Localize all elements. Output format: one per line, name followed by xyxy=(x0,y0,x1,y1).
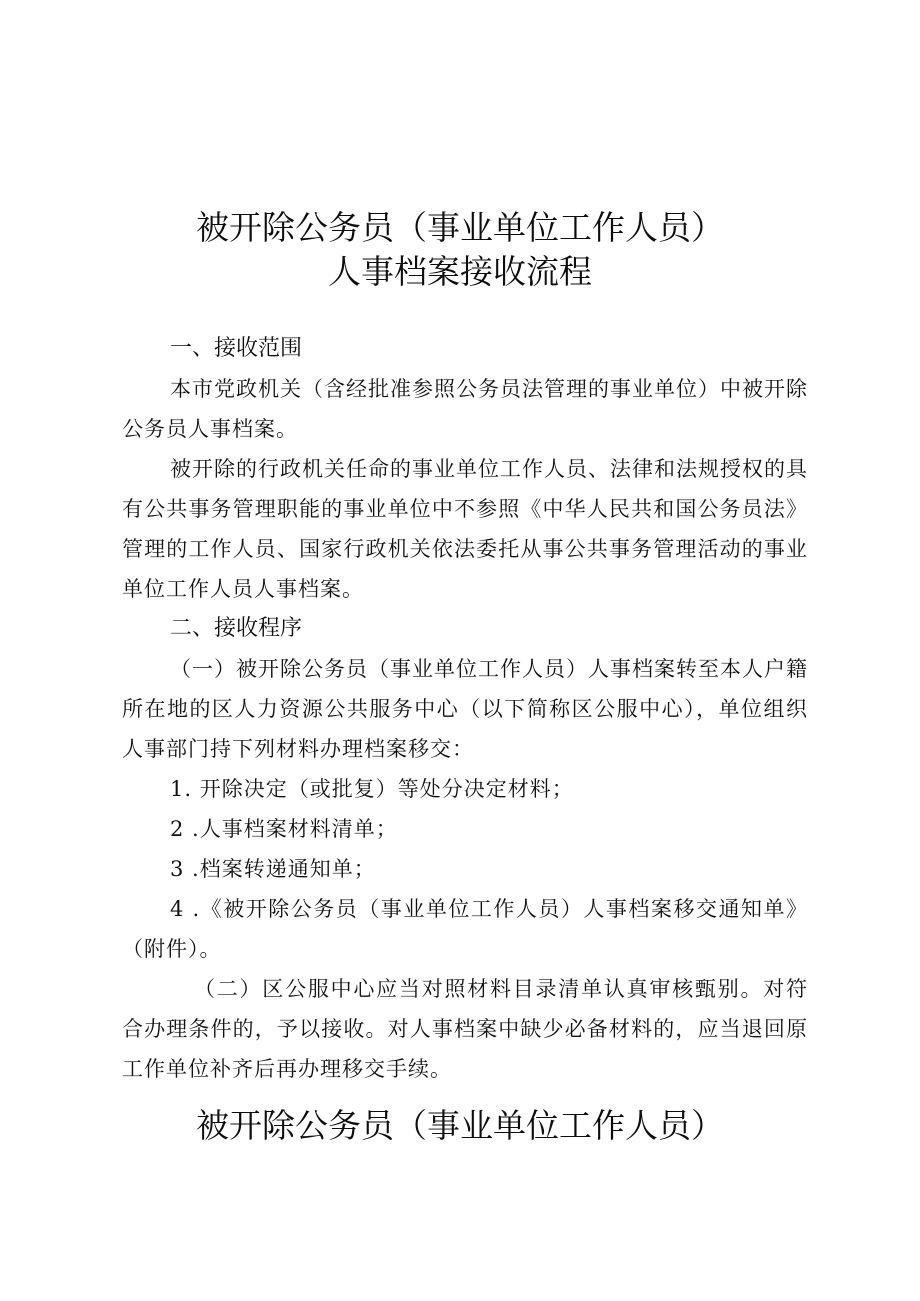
scope-paragraph-2: 被开除的行政机关任命的事业单位工作人员、法律和法规授权的具有公共事务管理职能的事业单位中不参照《中华人民共和国公务员法》管理的工作人员、国家行政机关依法委托从事公共事务管理活动的事业单位工作人员人事档案。 xyxy=(122,457,808,601)
document-title-line-2: 人事档案接收流程 xyxy=(328,252,592,291)
document-title-line-1: 被开除公务员（事业单位工作人员） xyxy=(196,208,724,247)
material-item-1: 1. 开除决定（或批复）等处分决定材料； xyxy=(170,777,574,801)
scope-paragraph-1: 本市党政机关（含经批准参照公务员法管理的事业单位）中被开除公务员人事档案。 xyxy=(122,377,808,441)
section-heading-scope: 一、接收范围 xyxy=(170,336,303,361)
procedure-step-1: （一）被开除公务员（事业单位工作人员）人事档案转至本人户籍所在地的区人力资源公共服务中心（以下简称区公服中心），单位组织人事部门持下列材料办理档案移交： xyxy=(122,657,808,761)
material-item-2: 2 .人事档案材料清单； xyxy=(170,817,398,841)
material-item-3: 3 .档案转递通知单； xyxy=(170,857,376,881)
procedure-step-2: （二）区公服中心应当对照材料目录清单认真审核甄别。对符合办理条件的，予以接收。对人事档案中缺少必备材料的，应当退回原工作单位补齐后再办理移交手续。 xyxy=(122,977,808,1081)
section-heading-procedure: 二、接收程序 xyxy=(170,616,303,641)
material-item-4: 4 .《被开除公务员（事业单位工作人员）人事档案移交通知单》（附件）。 xyxy=(122,897,808,961)
next-document-title: 被开除公务员（事业单位工作人员） xyxy=(196,1106,724,1145)
